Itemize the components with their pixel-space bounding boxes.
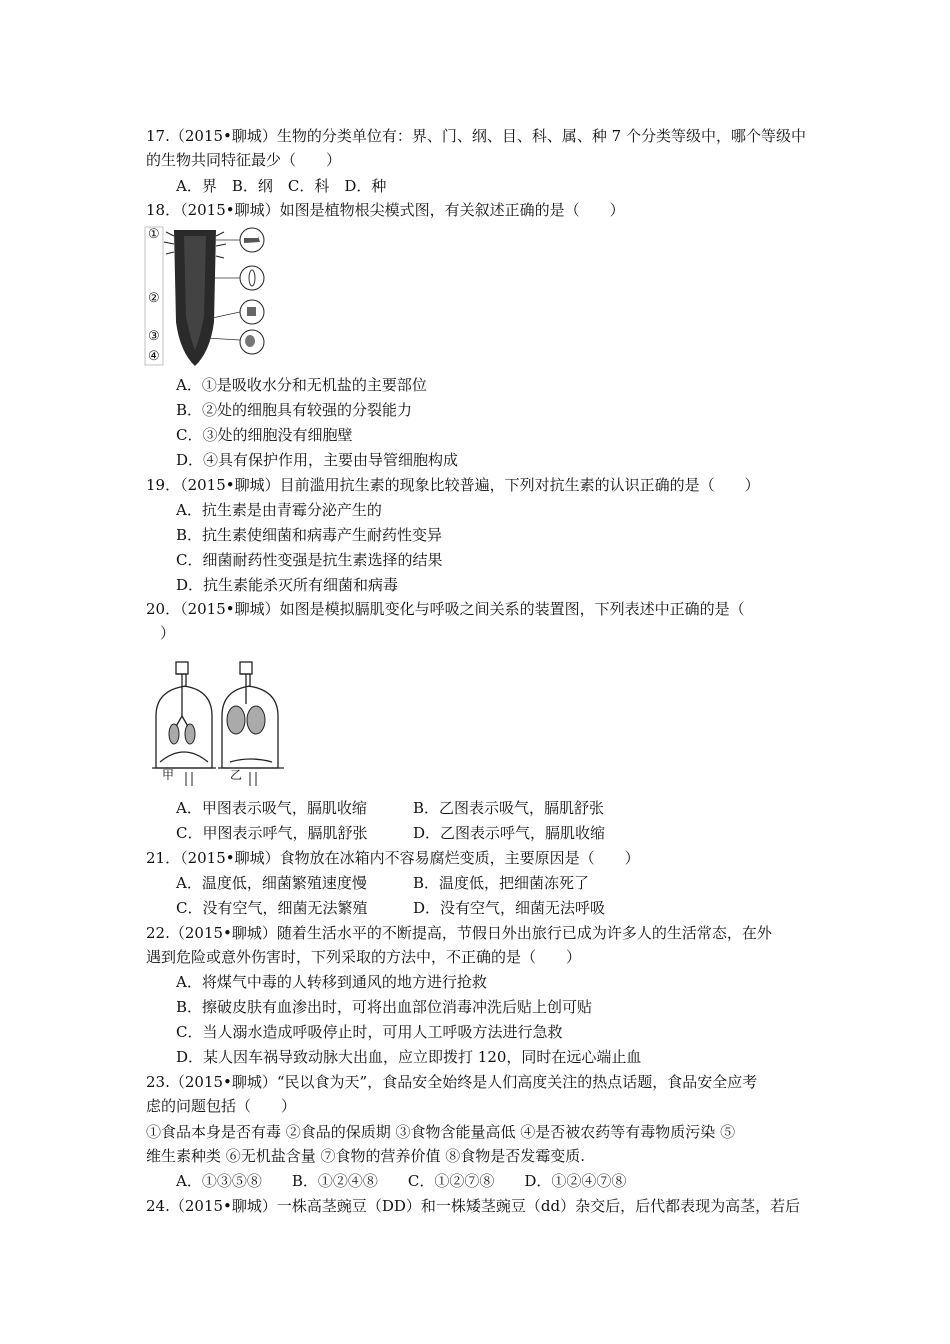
q23-stem-line2: 虑的问题包括（ ） bbox=[146, 1097, 297, 1115]
q19-option-a: A．抗生素是由青霉分泌产生的 bbox=[176, 501, 382, 519]
q17-options: A．界 B．纲 C．科 D．种 bbox=[176, 177, 387, 195]
q22-option-b: B．擦破皮肤有血渗出时，可将出血部位消毒冲洗后贴上创可贴 bbox=[176, 998, 593, 1016]
q19-stem: 19．（2015•聊城）目前滥用抗生素的现象比较普遍，下列对抗生素的认识正确的是（ ） bbox=[146, 476, 760, 494]
q21-stem: 21．（2015•聊城）食物放在冰箱内不容易腐烂变质，主要原因是（ ） bbox=[146, 849, 640, 867]
root-label-3: ③ bbox=[148, 329, 160, 344]
q21-option-b: B．温度低，把细菌冻死了 bbox=[413, 874, 590, 892]
q23-options: A．①③⑤⑧ B．①②④⑧ C．①②⑦⑧ D．①②④⑦⑧ bbox=[176, 1172, 627, 1190]
q23-stem-line1: 23.（2015•聊城）“民以食为天”，食品安全始终是人们高度关注的热点话题，食品安全应考 bbox=[146, 1073, 758, 1091]
jar-label-jia: 甲 bbox=[162, 768, 175, 782]
q24-stem-line1: 24.（2015•聊城）一株高茎豌豆（DD）和一株矮茎豌豆（dd）杂交后，后代都表现为高茎，若后 bbox=[146, 1197, 801, 1215]
root-tip-diagram bbox=[144, 226, 274, 370]
q18-option-a: A．①是吸收水分和无机盐的主要部位 bbox=[176, 376, 427, 394]
q17-stem-line1: 17.（2015•聊城）生物的分类单位有：界、门、纲、目、科、属、种 7 个分类等级中，哪个等级中 bbox=[146, 127, 806, 145]
q19-option-c: C．细菌耐药性变强是抗生素选择的结果 bbox=[176, 551, 443, 569]
q20-option-c: C．甲图表示呼气，膈肌舒张 bbox=[176, 824, 368, 842]
root-label-1: ① bbox=[148, 227, 160, 242]
q18-option-c: C．③处的细胞没有细胞壁 bbox=[176, 426, 353, 444]
q23-items-line1: ①食品本身是否有毒 ②食品的保质期 ③食物含能量高低 ④是否被农药等有毒物质污染 ⑤ bbox=[146, 1123, 736, 1141]
q21-option-c: C．没有空气，细菌无法繁殖 bbox=[176, 899, 368, 917]
q22-stem-line2: 遇到危险或意外伤害时，下列采取的方法中，不正确的是（ ） bbox=[146, 948, 582, 966]
q20-option-d: D．乙图表示呼气，膈肌收缩 bbox=[413, 824, 606, 842]
q20-stem-line1: 20．（2015•聊城）如图是模拟膈肌变化与呼吸之间关系的装置图，下列表述中正确的是（ bbox=[146, 600, 745, 618]
root-label-4: ④ bbox=[148, 349, 160, 364]
q22-option-d: D．某人因车祸导致动脉大出血，应立即拨打 120，同时在远心端止血 bbox=[176, 1048, 642, 1066]
q23-items-line2: 维生素种类 ⑥无机盐含量 ⑦食物的营养价值 ⑧食物是否发霉变质. bbox=[146, 1147, 586, 1165]
q18-stem: 18．（2015•聊城）如图是植物根尖模式图，有关叙述正确的是（ ） bbox=[146, 201, 625, 219]
q22-stem-line1: 22.（2015•聊城）随着生活水平的不断提高，节假日外出旅行已成为许多人的生活常态，在外 bbox=[146, 924, 772, 942]
q17-stem-line2: 的生物共同特征最少（ ） bbox=[146, 151, 342, 169]
q21-option-a: A．温度低，细菌繁殖速度慢 bbox=[176, 874, 367, 892]
root-tip-figure bbox=[144, 226, 274, 370]
q20-stem-line2: ） bbox=[160, 624, 176, 642]
q22-option-c: C．当人溺水造成呼吸停止时，可用人工呼吸方法进行急救 bbox=[176, 1023, 563, 1041]
breathing-model-figure bbox=[150, 656, 290, 788]
q21-option-d: D．没有空气，细菌无法呼吸 bbox=[413, 899, 606, 917]
q20-option-a: A．甲图表示吸气，膈肌收缩 bbox=[176, 799, 367, 817]
q18-option-d: D．④具有保护作用，主要由导管细胞构成 bbox=[176, 451, 459, 469]
q19-option-d: D．抗生素能杀灭所有细菌和病毒 bbox=[176, 576, 399, 594]
q20-option-b: B．乙图表示吸气，膈肌舒张 bbox=[413, 799, 605, 817]
q19-option-b: B．抗生素使细菌和病毒产生耐药性变异 bbox=[176, 526, 443, 544]
root-label-2: ② bbox=[148, 291, 160, 306]
q22-option-a: A．将煤气中毒的人转移到通风的地方进行抢救 bbox=[176, 973, 487, 991]
q18-option-b: B．②处的细胞具有较强的分裂能力 bbox=[176, 401, 413, 419]
jar-label-yi: 乙 bbox=[230, 768, 243, 782]
